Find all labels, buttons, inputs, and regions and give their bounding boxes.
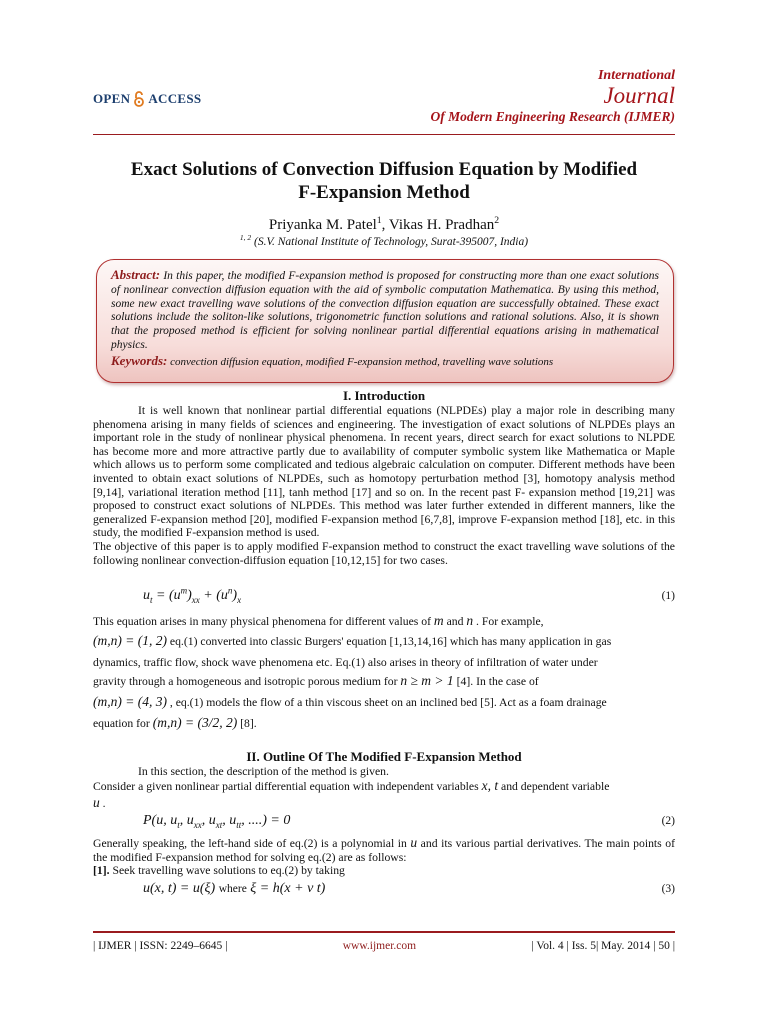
open-access-logo	[93, 91, 201, 107]
para-3-text	[93, 836, 675, 864]
mn-4-3: (m,n) = (4, 3)	[93, 694, 167, 709]
intro-para-1-text: It is well known that nonlinear partial differential equations (NLPDEs) play a major role in describing many phenomena arising in many fields of sciences and engineering. The investigation of exact solutions of NLPDEs plays an important role in the study of nonlinear physical phenomena. In recent years, direct search for exact solutions to NLPDE has become more and more attractive partly due to availability of computer symbolic system like Mathematica or Maple which allows us to perform some complicated and tedious algebraic calculation on computer. Different methods have been invented to obtain exact solutions of NLPDEs, such as homotopy perturbation method [3], homotopy analysis method [9,14], variational iteration method [11], tanh method [17] and so on. In the recent past F- expansion method [19,21] was proposed to construct exact solutions of NLPDEs. This method was later further extended in different manners, like the generalized F-expansion method [20], modified F-expansion method [6,7,8], improve F-expansion method [18], etc. in this study, the modified F-expansion method is used.	[93, 404, 675, 540]
text-f2: [8].	[237, 717, 257, 730]
journal-word: Journal	[603, 83, 675, 108]
paper-title	[93, 158, 675, 204]
text-f1: equation for	[93, 717, 153, 730]
footer-divider	[93, 931, 675, 933]
abstract-paragraph	[111, 268, 659, 353]
text-line-f	[93, 715, 675, 731]
equation-2-body: P(u, $u_t$, $u_{xx}$, $u_{xt}$, $u_{tt}$, ....) = 0	[143, 813, 291, 830]
author-1-sup: 1	[376, 215, 382, 226]
equation-3	[93, 881, 675, 901]
para-2a: Consider a given nonlinear partial differential equation with independent variables	[93, 780, 482, 793]
footer-right: | Vol. 4 | Iss. 5| May. 2014 | 50 |	[531, 940, 675, 952]
open-access-left: OPEN	[93, 91, 131, 106]
journal-masthead	[430, 68, 675, 126]
text-e: , eq.(1) models the flow of a thin viscous sheet on an inclined bed [5]. Act as a foam drainage	[166, 696, 607, 709]
journal-international: International	[597, 68, 675, 83]
var-n: n	[466, 613, 474, 628]
open-access-right: ACCESS	[148, 91, 202, 106]
var-u-2: u	[410, 835, 418, 850]
text-a-and: and	[443, 615, 467, 628]
page-footer	[93, 940, 675, 952]
section-2-heading: II. Outline Of The Modified F-Expansion Method	[246, 749, 522, 764]
vars-xt: x, t	[481, 778, 499, 793]
var-u: u	[93, 795, 100, 810]
text-line-a	[93, 613, 675, 629]
step-1-label: [1].	[93, 864, 110, 878]
step-1-text: Seek travelling wave solutions to eq.(2) by taking	[109, 864, 345, 878]
equation-3-number: (3)	[661, 883, 675, 895]
para-3a: Generally speaking, the left-hand side of eq.(2) is a polynomial in	[93, 837, 411, 850]
intro-paragraph-1	[93, 404, 675, 567]
equation-1	[93, 585, 675, 608]
abstract-box	[96, 259, 674, 383]
text-d1: gravity through a homogeneous and isotropic porous medium for	[93, 675, 401, 688]
section-1-heading: I. Introduction	[342, 388, 426, 403]
journal-subtitle: Of Modern Engineering Research (IJMER)	[430, 109, 675, 124]
text-a2: . For example,	[473, 615, 544, 628]
keywords-text: convection diffusion equation, modified F-expansion method, travelling wave solutions	[167, 355, 554, 368]
title-line-2: F-Expansion Method	[298, 182, 470, 203]
mn-1-2: (m,n) = (1, 2)	[93, 633, 167, 648]
mn-3-2: (m,n) = (3/2, 2)	[152, 715, 238, 730]
step-1	[93, 864, 675, 878]
para-2b: and dependent variable	[498, 780, 610, 793]
equation-1-body: $u_t = (u^m)_{xx} + (u^n)_x$	[143, 585, 242, 605]
section-2-para-2	[93, 778, 675, 794]
author-1: Priyanka M. Patel	[268, 217, 377, 233]
var-m: m	[433, 613, 444, 628]
intro-para-2-text: The objective of this paper is to apply modified F-expansion method to construct the exact travelling wave solutions of the following nonlinear convection-diffusion equation [10,12,15] for two cases.	[93, 539, 675, 567]
text-d2: [4]. In the case of	[453, 675, 539, 688]
text-line-e	[93, 694, 675, 710]
section-2-para-3	[93, 836, 675, 878]
keywords-label: Keywords:	[111, 352, 168, 368]
text-a1: This equation arises in many physical phenomena for different values of	[93, 615, 434, 628]
text-line-d	[93, 673, 675, 689]
equation-2-number: (2)	[661, 815, 675, 827]
section-2-para-2-cont	[93, 795, 675, 811]
text-b: eq.(1) converted into classic Burgers' equation [1,13,14,16] which has many application in gas	[166, 635, 612, 648]
section-2-para-1: In this section, the description of the method is given.	[138, 765, 389, 778]
authors	[93, 217, 675, 234]
abstract-text: In this paper, the modified F-expansion method is proposed for constructing more than one exact solutions of nonlinear convection diffusion equation with the aid of symbolic computation Mathematica. By using this method, some new exact travelling wave solutions of the convection diffusion equation are successfully obtained. These exact solutions include the soliton-like solutions, trigonometric function solutions and rational solutions. Also, it is shown that the proposed method is efficient for solving nonlinear partial differential equations arising in mathematical physics.	[111, 270, 659, 351]
text-line-c: dynamics, traffic flow, shock wave phenomena etc. Eq.(1) also arises in theory of infiltration of water under	[93, 656, 598, 669]
footer-url-link[interactable]: www.ijmer.com	[342, 940, 417, 952]
equation-3-where: where	[218, 883, 247, 895]
affiliation-sup: 1, 2	[239, 233, 252, 243]
keywords-line	[111, 354, 659, 369]
author-2: Vikas H. Pradhan	[388, 217, 495, 233]
n-ge-m: n ≥ m > 1	[400, 673, 454, 688]
open-lock-icon	[133, 91, 145, 107]
para-2c: .	[99, 797, 106, 810]
header-divider	[93, 134, 675, 135]
title-line-1: Exact Solutions of Convection Diffusion Equation by Modified	[130, 159, 638, 180]
equation-1-number: (1)	[661, 590, 675, 602]
equation-3-body: u(x, t) = u(ξ) where ξ = h(x + v t)	[143, 881, 326, 896]
author-2-sup: 2	[494, 215, 500, 226]
equation-2	[93, 813, 675, 833]
abstract-label: Abstract:	[111, 267, 161, 282]
affiliation	[93, 233, 675, 248]
footer-left: | IJMER | ISSN: 2249–6645 |	[93, 940, 228, 952]
author-separator: ,	[381, 217, 389, 233]
affiliation-text: (S.V. National Institute of Technology, Surat-395007, India)	[251, 236, 529, 248]
para-3b: and its various partial derivatives. The main points of the modified F-expansion method for solving eq.(2) are as follows:	[93, 837, 675, 864]
text-line-b	[93, 633, 675, 649]
